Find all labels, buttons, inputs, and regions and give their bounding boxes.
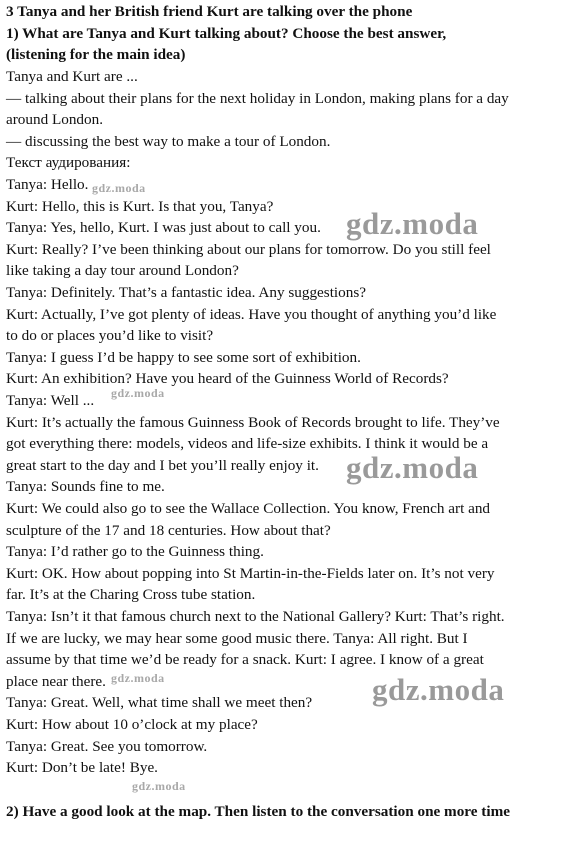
dialogue-line: Kurt: We could also go to see the Wallace Collection. You know, French art and <box>6 500 491 517</box>
task-1-subheading: (listening for the main idea) <box>6 46 186 63</box>
dialogue-line: like taking a day tour around London? <box>6 262 239 279</box>
dialogue-line: Kurt: It’s actually the famous Guinness Book of Records brought to life. They’ve <box>6 414 500 431</box>
dialogue-line: Kurt: Don’t be late! Bye. <box>6 759 158 776</box>
exercise-heading: 3 Tanya and her British friend Kurt are talking over the phone <box>6 3 413 20</box>
dialogue-line: far. It’s at the Charing Cross tube station. <box>6 586 256 603</box>
dialogue-line: Kurt: Really? I’ve been thinking about our plans for tomorrow. Do you still feel <box>6 241 491 258</box>
text-line: Tanya and Kurt are ... <box>6 68 138 85</box>
dialogue-line: Tanya: Isn’t it that famous church next to the National Gallery? Kurt: That’s right. <box>6 608 505 625</box>
watermark: gdz.moda <box>372 672 505 707</box>
dialogue-line: Tanya: I’d rather go to the Guinness thing. <box>6 543 264 560</box>
dialogue-line: Tanya: Yes, hello, Kurt. I was just about to call you. <box>6 219 321 236</box>
transcript-label: Текст аудирования: <box>6 154 131 171</box>
dialogue-line: great start to the day and I bet you’ll really enjoy it. <box>6 457 319 474</box>
dialogue-line: Kurt: Actually, I’ve got plenty of ideas. Have you thought of anything you’d like <box>6 306 497 323</box>
watermark: gdz.moda <box>111 671 165 685</box>
watermark: gdz.moda <box>132 779 186 793</box>
watermark: gdz.moda <box>92 181 146 195</box>
answer-option-1: — talking about their plans for the next holiday in London, making plans for a day <box>6 90 509 107</box>
task-2-heading: 2) Have a good look at the map. Then listen to the conversation one more time <box>6 803 510 820</box>
dialogue-line: Kurt: An exhibition? Have you heard of the Guinness World of Records? <box>6 370 449 387</box>
dialogue-line: assume by that time we’d be ready for a snack. Kurt: I agree. I know of a great <box>6 651 484 668</box>
dialogue-line: to do or places you’d like to visit? <box>6 327 214 344</box>
dialogue-line: got everything there: models, videos and life-size exhibits. I think it would be a <box>6 435 489 452</box>
dialogue-line: Tanya: Well ... <box>6 392 95 409</box>
watermark: gdz.moda <box>346 206 479 241</box>
answer-option-2: — discussing the best way to make a tour of London. <box>6 133 331 150</box>
dialogue-line: Tanya: Definitely. That’s a fantastic idea. Any suggestions? <box>6 284 366 301</box>
watermark: gdz.moda <box>346 450 479 485</box>
dialogue-line: Tanya: Great. See you tomorrow. <box>6 738 208 755</box>
watermark: gdz.moda <box>111 386 165 400</box>
dialogue-line: If we are lucky, we may hear some good music there. Tanya: All right. But I <box>6 630 468 647</box>
dialogue-line: Tanya: I guess I’d be happy to see some sort of exhibition. <box>6 349 361 366</box>
dialogue-line: Kurt: OK. How about popping into St Martin-in-the-Fields later on. It’s not very <box>6 565 495 582</box>
dialogue-line: Tanya: Great. Well, what time shall we meet then? <box>6 694 313 711</box>
dialogue-line: Kurt: Hello, this is Kurt. Is that you, Tanya? <box>6 198 274 215</box>
dialogue-line: Tanya: Hello. <box>6 176 89 193</box>
dialogue-line: Tanya: Sounds fine to me. <box>6 478 165 495</box>
dialogue-line: sculpture of the 17 and 18 centuries. How about that? <box>6 522 331 539</box>
dialogue-line: Kurt: How about 10 o’clock at my place? <box>6 716 258 733</box>
answer-option-1-cont: around London. <box>6 111 104 128</box>
task-1-heading: 1) What are Tanya and Kurt talking about? Choose the best answer, <box>6 25 447 42</box>
dialogue-line: place near there. <box>6 673 106 690</box>
